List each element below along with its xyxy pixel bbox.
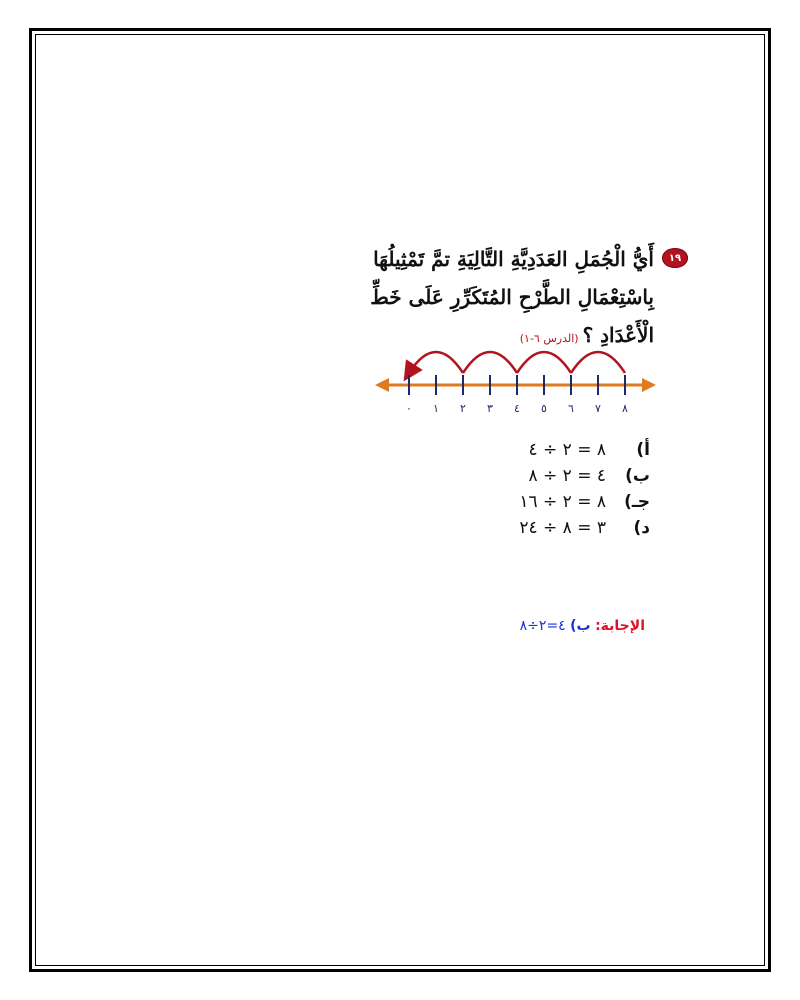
tick-label-4: ٤ <box>514 402 520 415</box>
tick-label-7: ٧ <box>595 402 601 415</box>
tick-label-8: ٨ <box>622 402 628 415</box>
jump-arc-4 <box>409 352 463 373</box>
jump-arcs <box>409 352 625 373</box>
option-c[interactable] <box>480 489 650 515</box>
option-a-label: أ) <box>636 440 650 460</box>
option-b[interactable] <box>480 463 650 489</box>
question-number-badge: ١٩ <box>662 248 688 268</box>
answer-choice: ب) <box>570 618 591 634</box>
answer-label: الإجابة: <box>595 618 645 634</box>
option-c-equation: ٨ = ٢ ÷ ١٦ <box>519 492 606 512</box>
question-text <box>354 240 654 358</box>
answer-equation: ٤=٢÷٨ <box>519 618 566 634</box>
question-line-1: أَيُّ الْجُمَلِ العَدَدِيَّةِ التَّالِيَةِ تمَّ تَمْثِيلُهَا <box>373 247 654 271</box>
option-b-label: ب) <box>625 466 650 486</box>
left-arrowhead <box>375 378 389 392</box>
tick-label-5: ٥ <box>541 402 547 415</box>
option-b-equation: ٤ = ٢ ÷ ٨ <box>528 466 606 486</box>
question-line-2: بِاسْتِعْمَالِ الطَّرْحِ المُتَكَرِّرِ عَلَى خَطِّ <box>370 285 654 309</box>
number-line-labels <box>406 402 628 415</box>
option-a[interactable] <box>480 437 650 463</box>
question-line-3-text: الْأَعْدَادِ ؟ <box>582 323 654 347</box>
number-line <box>373 345 663 420</box>
tick-label-3: ٣ <box>487 402 493 415</box>
jump-arc-3 <box>463 352 517 373</box>
tick-label-6: ٦ <box>568 402 574 415</box>
option-d[interactable] <box>480 515 650 541</box>
tick-label-2: ٢ <box>460 402 466 415</box>
option-c-label: جـ) <box>624 492 650 512</box>
right-arrowhead <box>642 378 656 392</box>
answer-line <box>470 618 645 634</box>
option-a-equation: ٨ = ٢ ÷ ٤ <box>528 440 606 460</box>
tick-label-0: ٠ <box>406 402 412 415</box>
jump-arc-1 <box>571 352 625 373</box>
option-d-label: د) <box>633 518 650 538</box>
jump-arc-2 <box>517 352 571 373</box>
lesson-reference: (الدرس ٦-١) <box>519 332 579 345</box>
answer-options <box>480 437 650 541</box>
option-d-equation: ٣ = ٨ ÷ ٢٤ <box>519 518 606 538</box>
page-border-inner <box>35 34 765 966</box>
tick-label-1: ١ <box>433 402 439 415</box>
